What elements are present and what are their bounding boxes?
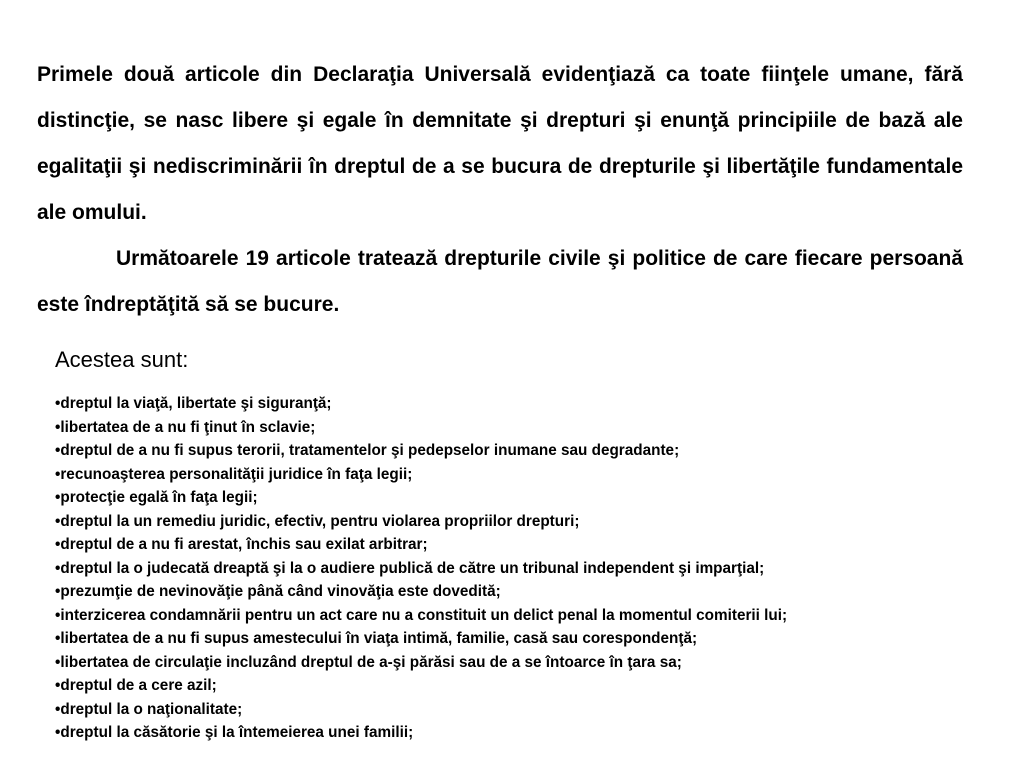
- list-item-text: prezumţie de nevinovăţie până când vinovăţia este dovedită;: [60, 583, 501, 600]
- list-item-text: dreptul de a nu fi supus terorii, tratamentelor şi pedepselor inumane sau degradante;: [60, 442, 680, 459]
- list-item-text: interzicerea condamnării pentru un act care nu a constituit un delict penal la momentul comiterii lui;: [60, 606, 788, 624]
- list-item: [55, 580, 1020, 604]
- list-item-text: dreptul la căsătorie şi la întemeierea unei familii;: [60, 724, 414, 741]
- list-item-text: protecţie egală în faţa legii;: [60, 489, 258, 506]
- bullet-icon: •: [55, 395, 61, 412]
- bullet-icon: •: [55, 724, 61, 741]
- list-item-text: dreptul la viaţă, libertate şi siguranţă;: [60, 395, 332, 412]
- intro-paragraph-2: Următoarele 19 articole tratează drepturile civile şi politice de care fiecare persoană este îndreptăţită să se bucure.: [37, 247, 963, 316]
- list-item: [55, 604, 1020, 628]
- list-item: [55, 392, 1020, 416]
- intro-paragraph-1: Primele două articole din Declaraţia Universală evidenţiază ca toate fiinţele umane, fără distincţie, se nasc libere şi egale în demnitate şi drepturi şi enunţă principiile de bază ale egalitaţii şi nediscriminării în dreptul de a se bucura de drepturile şi libertăţile fundamentale ale omului.: [37, 63, 963, 224]
- list-item: [55, 486, 1020, 510]
- bullet-icon: •: [55, 418, 61, 436]
- bullet-icon: •: [55, 489, 61, 506]
- list-item: [55, 463, 1020, 487]
- list-item: [55, 439, 1020, 463]
- list-item: [55, 721, 1020, 745]
- list-item-text: dreptul la un remediu juridic, efectiv, pentru violarea propriilor drepturi;: [60, 512, 580, 530]
- list-item-text: recunoaşterea personalităţii juridice în faţa legii;: [60, 465, 413, 483]
- list-item: [55, 698, 1020, 722]
- list-item: [55, 674, 1020, 698]
- list-item-text: libertatea de circulaţie incluzând dreptul de a-şi părăsi sau de a se întoarce în ţara sa;: [60, 653, 682, 671]
- rights-list: [55, 392, 1020, 745]
- bullet-icon: •: [55, 442, 61, 459]
- list-item: [55, 510, 1020, 534]
- bullet-icon: •: [55, 559, 61, 577]
- bullet-icon: •: [55, 465, 61, 483]
- list-item-text: dreptul la o naţionalitate;: [60, 700, 243, 718]
- bullet-icon: •: [55, 536, 61, 553]
- bullet-icon: •: [55, 653, 61, 671]
- bullet-icon: •: [55, 630, 61, 647]
- bullet-icon: •: [55, 700, 61, 718]
- list-item: [55, 651, 1020, 675]
- list-item-text: libertatea de a nu fi supus amestecului în viaţa intimă, familie, casă sau corespondenţă;: [60, 630, 698, 647]
- list-item: [55, 557, 1020, 581]
- list-item-text: dreptul de a nu fi arestat, închis sau exilat arbitrar;: [60, 536, 428, 553]
- bullet-icon: •: [55, 583, 61, 600]
- list-item-text: dreptul de a cere azil;: [60, 677, 217, 694]
- bullet-icon: •: [55, 606, 61, 624]
- list-item-text: dreptul la o judecată dreaptă şi la o audiere publică de către un tribunal independent şi imparţial;: [60, 559, 765, 577]
- bullet-icon: •: [55, 512, 61, 530]
- list-item: [55, 627, 1020, 651]
- intro-text: [37, 52, 963, 328]
- list-heading: Acestea sunt:: [55, 347, 189, 372]
- list-item: [55, 533, 1020, 557]
- bullet-icon: •: [55, 677, 61, 694]
- list-item: [55, 416, 1020, 440]
- list-item-text: libertatea de a nu fi ţinut în sclavie;: [60, 418, 316, 436]
